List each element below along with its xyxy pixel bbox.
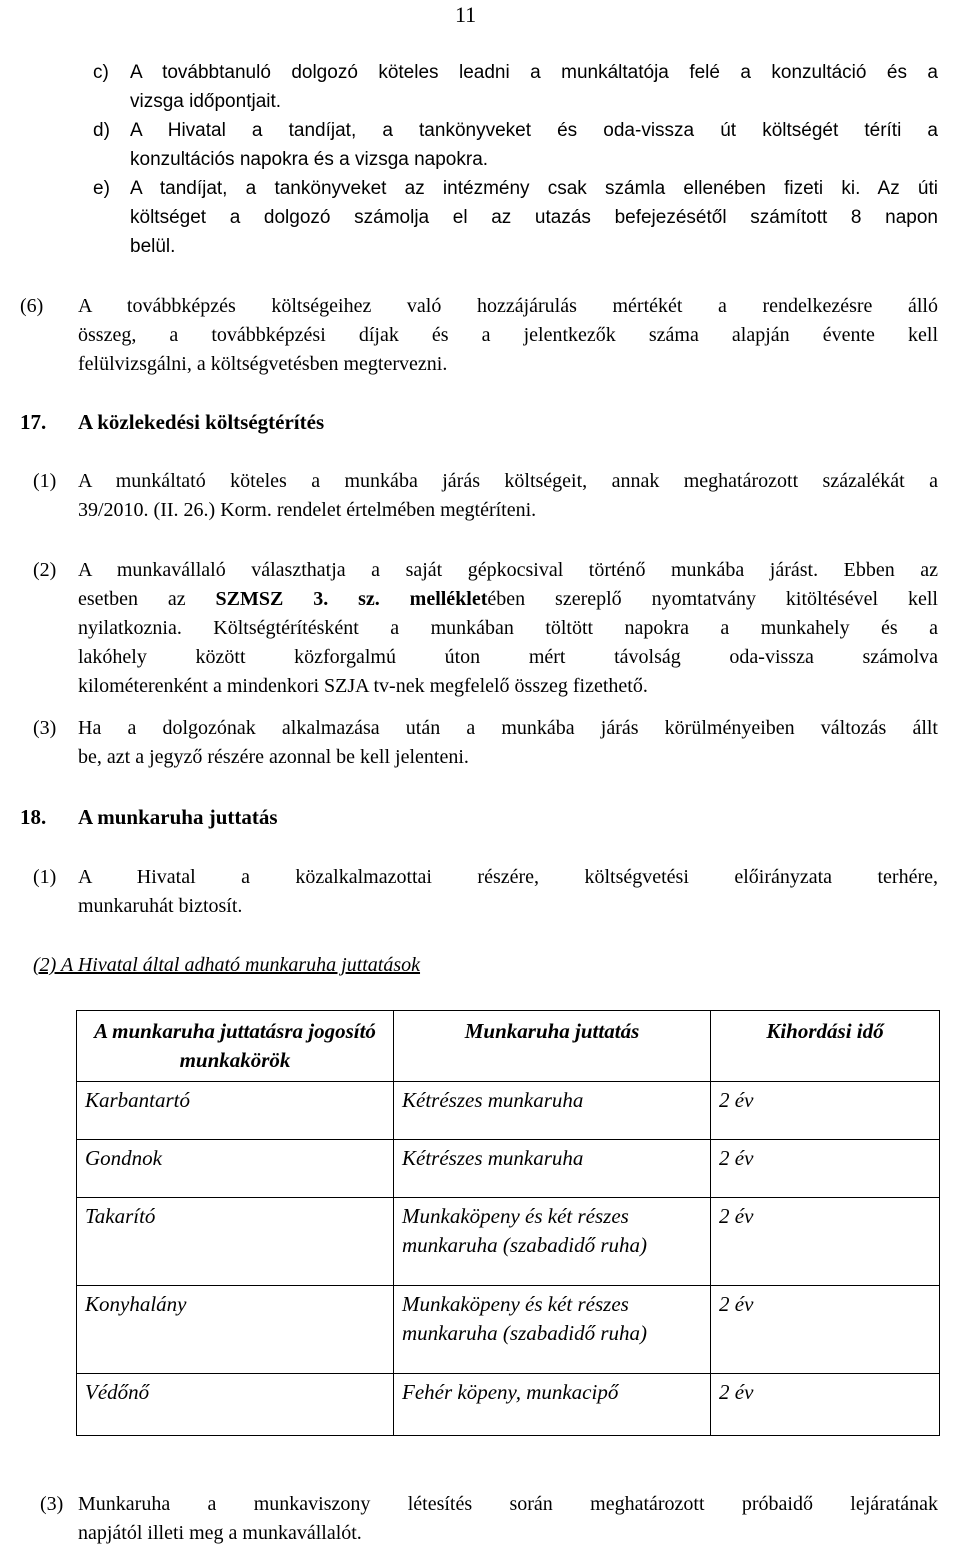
table-cell: Munkaköpeny és két részes munkaruha (szabadidő ruha) — [394, 1198, 711, 1286]
item-e-line: belül. — [130, 236, 176, 257]
s17-p1-line: A munkáltató köteles a munkába járás költségeit, annak meghatározott százalékát a — [78, 470, 938, 492]
s18-p1-line: munkaruhát biztosít. — [78, 895, 243, 917]
table-cell: Gondnok — [77, 1140, 394, 1198]
s18-p1-line: A Hivatal a közalkalmazottai részére, költségvetési előirányzata terhére, — [78, 866, 938, 888]
table-cell: Konyhalány — [77, 1286, 394, 1374]
table-row — [77, 1286, 940, 1374]
s17-p2-line: kilométerenként a mindenkori SZJA tv-nek megfelelő összeg fizethető. — [78, 675, 648, 697]
section-17-title: A közlekedési költségtérítés — [78, 410, 325, 434]
table-cell: Munkaköpeny és két részes munkaruha (szabadidő ruha) — [394, 1286, 711, 1374]
s17-p3-marker: (3) — [33, 717, 57, 739]
table-cell: Védőnő — [77, 1374, 394, 1436]
s17-p2-line: A munkavállaló választhatja a saját gépkocsival történő munkába járást. Ebben az — [78, 559, 938, 581]
s17-p2-text: esetben az — [78, 588, 216, 610]
s17-p3-line: Ha a dolgozónak alkalmazása után a munkába járás körülményeiben változás állt — [78, 717, 938, 739]
table-row — [77, 1140, 940, 1198]
s17-p2-line: nyilatkoznia. Költségtérítésként a munkában töltött napokra a munkahely és a — [78, 617, 938, 639]
s18-p3-marker: (3) — [40, 1493, 64, 1515]
table-row — [77, 1082, 940, 1140]
table-cell: Fehér köpeny, munkacipő — [394, 1374, 711, 1436]
section-18-title: A munkaruha juttatás — [78, 805, 278, 829]
workwear-table — [76, 1010, 940, 1436]
para-6-marker: (6) — [20, 295, 44, 317]
s18-p2-heading: (2) A Hivatal által adható munkaruha juttatások — [33, 954, 421, 976]
szmsz-annex-reference: SZMSZ 3. sz. melléklet — [215, 588, 488, 610]
s17-p2-line — [78, 585, 938, 614]
s18-p3-line: napjától illeti meg a munkavállalót. — [78, 1522, 362, 1544]
item-d-line: konzultációs napokra és a vizsga napokra. — [130, 149, 489, 170]
table-cell: 2 év — [711, 1082, 940, 1140]
table-cell: 2 év — [711, 1198, 940, 1286]
table-cell: Kétrészes munkaruha — [394, 1140, 711, 1198]
section-18-number: 18. — [20, 805, 47, 829]
s18-p3-line: Munkaruha a munkaviszony létesítés során meghatározott próbaidő lejáratának — [78, 1493, 938, 1515]
s17-p2-text: ében szereplő nyomtatvány kitöltésével kell — [487, 588, 938, 610]
table-header-row — [77, 1011, 940, 1082]
page-number: 11 — [455, 2, 477, 27]
table-header: Kihordási idő — [711, 1011, 940, 1082]
item-e-marker: e) — [93, 178, 110, 199]
table-cell: Takarító — [77, 1198, 394, 1286]
table-cell: Karbantartó — [77, 1082, 394, 1140]
table-row — [77, 1198, 940, 1286]
table-cell: 2 év — [711, 1286, 940, 1374]
item-e-line: A tandíjat, a tankönyveket az intézmény csak számla ellenében fizeti ki. Az úti — [130, 178, 938, 199]
para-6-line: összeg, a továbbképzési díjak és a jelentkezők száma alapján évente kell — [78, 324, 938, 346]
para-6-line: felülvizsgálni, a költségvetésben megtervezni. — [78, 353, 448, 375]
table-header: Munkaruha juttatás — [394, 1011, 711, 1082]
table-row — [77, 1374, 940, 1436]
table-cell: Kétrészes munkaruha — [394, 1082, 711, 1140]
table-cell: 2 év — [711, 1374, 940, 1436]
para-6-line: A továbbképzés költségeihez való hozzájárulás mértékét a rendelkezésre álló — [78, 295, 938, 317]
s17-p2-line: lakóhely között közforgalmú úton mért távolság oda-vissza számolva — [78, 646, 938, 668]
item-d-marker: d) — [93, 120, 110, 141]
s18-p1-marker: (1) — [33, 866, 57, 888]
s17-p3-line: be, azt a jegyző részére azonnal be kell jelenteni. — [78, 746, 469, 768]
item-c-line: vizsga időpontjait. — [130, 91, 282, 112]
item-d-line: A Hivatal a tandíjat, a tankönyveket és oda-vissza út költségét téríti a — [130, 120, 938, 141]
item-c-marker: c) — [93, 62, 109, 83]
table-header: A munkaruha juttatásra jogosító munkakörök — [77, 1011, 394, 1082]
s17-p1-marker: (1) — [33, 470, 57, 492]
s17-p2-marker: (2) — [33, 559, 57, 581]
table-cell: 2 év — [711, 1140, 940, 1198]
item-e-line: költséget a dolgozó számolja el az utazás befejezésétől számított 8 napon — [130, 207, 938, 228]
s17-p1-line: 39/2010. (II. 26.) Korm. rendelet értelmében megtéríteni. — [78, 499, 537, 521]
item-c-line: A továbbtanuló dolgozó köteles leadni a munkáltatója felé a konzultáció és a — [130, 62, 938, 83]
section-17-number: 17. — [20, 410, 47, 434]
